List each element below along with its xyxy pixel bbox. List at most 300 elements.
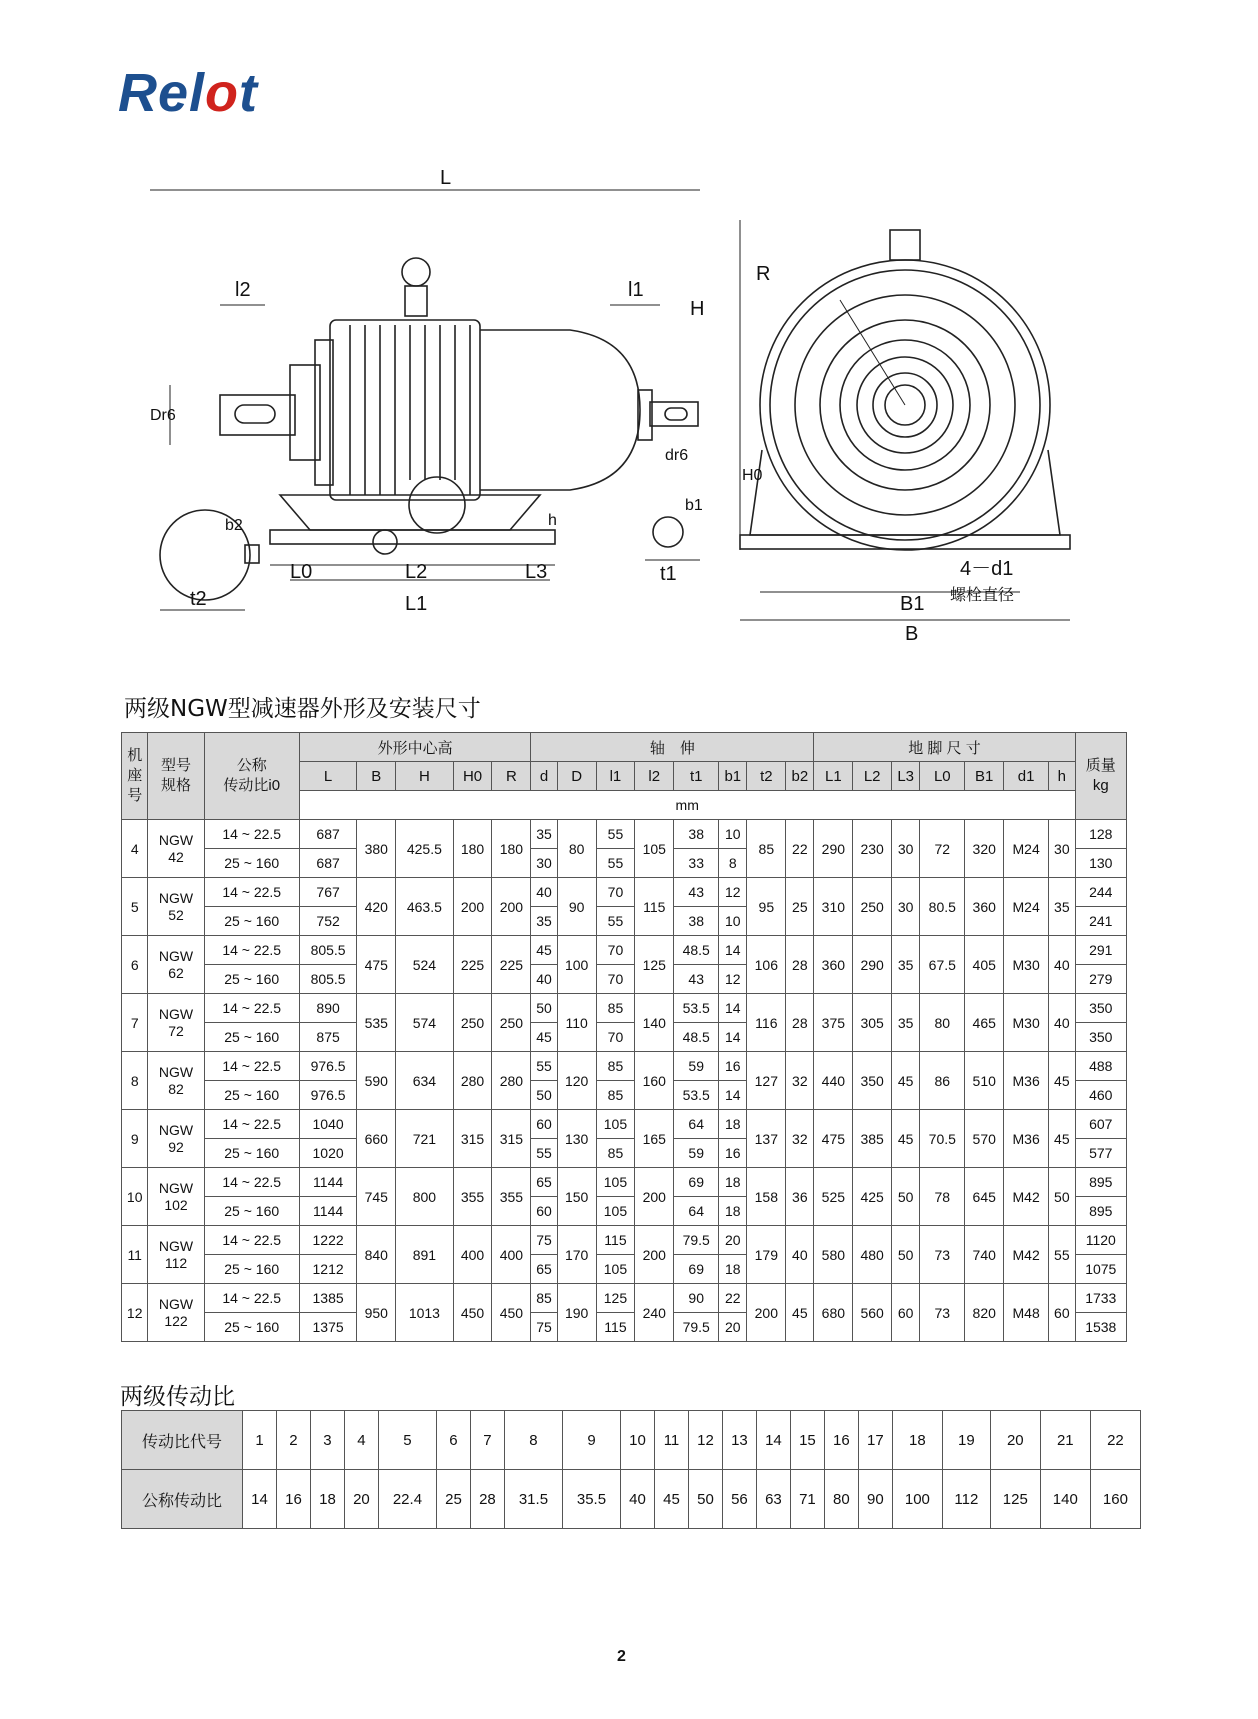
val-L: 805.5	[299, 936, 356, 965]
table-row	[122, 994, 1127, 1023]
val-l2: 125	[635, 936, 674, 994]
header-col: l1	[596, 762, 635, 791]
val-d: 55	[531, 1052, 557, 1081]
val-d: 60	[531, 1110, 557, 1139]
ratio-range: 25 ~ 160	[204, 907, 299, 936]
val-B: 660	[357, 1110, 396, 1168]
ratio-range: 25 ~ 160	[204, 1255, 299, 1284]
val-kg: 130	[1075, 849, 1126, 878]
val-L3: 30	[892, 878, 920, 936]
dim-l2: l2	[235, 279, 251, 301]
ratio-value: 125	[990, 1470, 1040, 1529]
val-L: 767	[299, 878, 356, 907]
dim-H: H	[690, 298, 705, 320]
val-b2: 28	[786, 936, 814, 994]
val-t1: 79.5	[674, 1313, 719, 1342]
val-L: 687	[299, 849, 356, 878]
model: NGW 82	[148, 1052, 204, 1110]
dim-t2: t2	[190, 588, 207, 610]
val-kg: 577	[1075, 1139, 1126, 1168]
ratio-code: 19	[942, 1411, 990, 1470]
val-L1: 475	[814, 1110, 853, 1168]
dimensions-title: 两级NGW型减速器外形及安装尺寸	[124, 696, 481, 722]
val-L0: 73	[920, 1226, 965, 1284]
val-kg: 241	[1075, 907, 1126, 936]
val-l1: 70	[596, 965, 635, 994]
table-row	[122, 1052, 1127, 1081]
val-L2: 350	[853, 1052, 892, 1110]
header-group-foot: 地 脚 尺 寸	[814, 733, 1075, 762]
val-t1: 59	[674, 1139, 719, 1168]
val-B: 535	[357, 994, 396, 1052]
val-L: 1040	[299, 1110, 356, 1139]
val-b2: 32	[786, 1110, 814, 1168]
val-t1: 59	[674, 1052, 719, 1081]
ratio-code: 13	[722, 1411, 756, 1470]
val-D: 130	[557, 1110, 596, 1168]
val-d: 45	[531, 936, 557, 965]
ratio-value: 35.5	[562, 1470, 620, 1529]
val-t2: 158	[747, 1168, 786, 1226]
val-d1: M24	[1004, 878, 1049, 936]
val-R: 200	[492, 878, 531, 936]
val-L3: 45	[892, 1110, 920, 1168]
frame-no: 11	[122, 1226, 148, 1284]
header-col: R	[492, 762, 531, 791]
val-H0: 400	[453, 1226, 492, 1284]
dim-L1: L1	[405, 593, 428, 615]
val-t2: 85	[747, 820, 786, 878]
header-group-outline: 外形中心高	[299, 733, 530, 762]
ratio-title: 两级传动比	[120, 1384, 235, 1410]
header-col: H	[396, 762, 453, 791]
val-L2: 385	[853, 1110, 892, 1168]
ratio-value: 63	[756, 1470, 790, 1529]
table-row	[122, 1226, 1127, 1255]
val-kg: 279	[1075, 965, 1126, 994]
val-l2: 140	[635, 994, 674, 1052]
ratio-value-label: 公称传动比	[122, 1470, 243, 1529]
ratio-value: 22.4	[378, 1470, 436, 1529]
val-kg: 1538	[1075, 1313, 1126, 1342]
val-D: 110	[557, 994, 596, 1052]
ratio-value: 90	[858, 1470, 892, 1529]
val-b1: 12	[719, 878, 747, 907]
val-L: 976.5	[299, 1052, 356, 1081]
val-b2: 32	[786, 1052, 814, 1110]
val-L0: 80.5	[920, 878, 965, 936]
val-b1: 18	[719, 1110, 747, 1139]
ratio-value-row	[122, 1470, 1141, 1529]
val-kg: 350	[1075, 994, 1126, 1023]
val-t1: 53.5	[674, 994, 719, 1023]
val-kg: 895	[1075, 1168, 1126, 1197]
model: NGW 42	[148, 820, 204, 878]
header-col: L0	[920, 762, 965, 791]
val-H: 524	[396, 936, 453, 994]
val-d1: M30	[1004, 994, 1049, 1052]
val-h: 30	[1049, 820, 1075, 878]
val-l2: 105	[635, 820, 674, 878]
val-b1: 18	[719, 1197, 747, 1226]
val-b1: 10	[719, 907, 747, 936]
ratio-value: 45	[654, 1470, 688, 1529]
val-L2: 230	[853, 820, 892, 878]
ratio-range: 25 ~ 160	[204, 1081, 299, 1110]
ratio-value: 40	[621, 1470, 655, 1529]
ratio-range: 25 ~ 160	[204, 1313, 299, 1342]
val-t1: 38	[674, 907, 719, 936]
val-l1: 115	[596, 1226, 635, 1255]
ratio-value: 160	[1090, 1470, 1140, 1529]
val-L3: 50	[892, 1226, 920, 1284]
val-t1: 64	[674, 1110, 719, 1139]
val-L: 875	[299, 1023, 356, 1052]
val-t1: 64	[674, 1197, 719, 1226]
val-L: 1222	[299, 1226, 356, 1255]
val-b1: 14	[719, 1023, 747, 1052]
ratio-code: 8	[504, 1411, 562, 1470]
val-t2: 200	[747, 1284, 786, 1342]
val-R: 180	[492, 820, 531, 878]
ratio-range: 14 ~ 22.5	[204, 878, 299, 907]
val-d1: M24	[1004, 820, 1049, 878]
frame-no: 7	[122, 994, 148, 1052]
val-L0: 73	[920, 1284, 965, 1342]
ratio-code: 15	[790, 1411, 824, 1470]
frame-no: 12	[122, 1284, 148, 1342]
ratio-code: 14	[756, 1411, 790, 1470]
header-col: B	[357, 762, 396, 791]
val-L3: 45	[892, 1052, 920, 1110]
val-kg: 1120	[1075, 1226, 1126, 1255]
header-ratio: 公称 传动比i0	[204, 733, 299, 820]
val-L2: 290	[853, 936, 892, 994]
val-l1: 85	[596, 1052, 635, 1081]
val-D: 150	[557, 1168, 596, 1226]
val-t1: 69	[674, 1255, 719, 1284]
header-col: L2	[853, 762, 892, 791]
val-H0: 315	[453, 1110, 492, 1168]
val-d: 35	[531, 820, 557, 849]
header-no: 机 座 号	[122, 733, 148, 820]
val-L0: 80	[920, 994, 965, 1052]
val-l1: 85	[596, 1139, 635, 1168]
val-D: 190	[557, 1284, 596, 1342]
val-B: 950	[357, 1284, 396, 1342]
val-l1: 85	[596, 994, 635, 1023]
header-col: d	[531, 762, 557, 791]
val-b1: 14	[719, 1081, 747, 1110]
dim-B: B	[905, 623, 919, 645]
val-R: 355	[492, 1168, 531, 1226]
val-B1: 570	[965, 1110, 1004, 1168]
header-col: h	[1049, 762, 1075, 791]
dim-L2: L2	[405, 561, 428, 583]
val-d1: M36	[1004, 1052, 1049, 1110]
val-B1: 740	[965, 1226, 1004, 1284]
val-B: 420	[357, 878, 396, 936]
val-d: 50	[531, 1081, 557, 1110]
val-b1: 14	[719, 994, 747, 1023]
val-L0: 72	[920, 820, 965, 878]
val-kg: 244	[1075, 878, 1126, 907]
frame-no: 9	[122, 1110, 148, 1168]
page-number: 2	[617, 1648, 626, 1665]
ratio-value: 20	[344, 1470, 378, 1529]
val-D: 170	[557, 1226, 596, 1284]
val-d: 65	[531, 1255, 557, 1284]
ratio-value: 50	[688, 1470, 722, 1529]
header-col: L1	[814, 762, 853, 791]
ratio-code: 10	[621, 1411, 655, 1470]
val-H: 721	[396, 1110, 453, 1168]
val-R: 400	[492, 1226, 531, 1284]
val-d: 40	[531, 878, 557, 907]
val-h: 40	[1049, 936, 1075, 994]
val-b1: 8	[719, 849, 747, 878]
dim-L: L	[440, 167, 452, 189]
val-L1: 680	[814, 1284, 853, 1342]
val-l2: 165	[635, 1110, 674, 1168]
val-d: 85	[531, 1284, 557, 1313]
ratio-value: 56	[722, 1470, 756, 1529]
val-l1: 70	[596, 878, 635, 907]
val-L1: 580	[814, 1226, 853, 1284]
val-L1: 375	[814, 994, 853, 1052]
val-b1: 18	[719, 1255, 747, 1284]
val-b2: 22	[786, 820, 814, 878]
ratio-range: 14 ~ 22.5	[204, 820, 299, 849]
ratio-code: 16	[824, 1411, 858, 1470]
ratio-range: 14 ~ 22.5	[204, 1110, 299, 1139]
val-kg: 1733	[1075, 1284, 1126, 1313]
val-h: 60	[1049, 1284, 1075, 1342]
header-col: D	[557, 762, 596, 791]
val-l2: 160	[635, 1052, 674, 1110]
ratio-range: 14 ~ 22.5	[204, 1284, 299, 1313]
val-kg: 895	[1075, 1197, 1126, 1226]
val-B1: 645	[965, 1168, 1004, 1226]
val-L1: 310	[814, 878, 853, 936]
val-l1: 55	[596, 820, 635, 849]
val-l1: 55	[596, 849, 635, 878]
val-L3: 35	[892, 936, 920, 994]
dimensions-table	[121, 732, 1127, 1342]
dim-b2: b2	[225, 517, 243, 534]
val-d1: M36	[1004, 1110, 1049, 1168]
val-t2: 127	[747, 1052, 786, 1110]
val-L: 1212	[299, 1255, 356, 1284]
val-kg: 460	[1075, 1081, 1126, 1110]
val-D: 100	[557, 936, 596, 994]
val-B: 590	[357, 1052, 396, 1110]
val-H0: 250	[453, 994, 492, 1052]
val-L1: 440	[814, 1052, 853, 1110]
table-row	[122, 1284, 1127, 1313]
ratio-code: 3	[310, 1411, 344, 1470]
val-B: 840	[357, 1226, 396, 1284]
header-unit: mm	[299, 791, 1075, 820]
val-b1: 10	[719, 820, 747, 849]
ratio-value: 31.5	[504, 1470, 562, 1529]
val-L2: 305	[853, 994, 892, 1052]
model: NGW 112	[148, 1226, 204, 1284]
ratio-value: 18	[310, 1470, 344, 1529]
val-b1: 16	[719, 1139, 747, 1168]
val-t1: 79.5	[674, 1226, 719, 1255]
header-col: B1	[965, 762, 1004, 791]
val-h: 55	[1049, 1226, 1075, 1284]
val-l1: 55	[596, 907, 635, 936]
val-t1: 43	[674, 878, 719, 907]
val-B1: 510	[965, 1052, 1004, 1110]
val-d1: M42	[1004, 1226, 1049, 1284]
val-b1: 20	[719, 1313, 747, 1342]
dim-t1: t1	[660, 563, 677, 585]
table-row	[122, 936, 1127, 965]
ratio-code: 22	[1090, 1411, 1140, 1470]
model: NGW 72	[148, 994, 204, 1052]
dim-H0: H0	[742, 467, 763, 484]
val-d: 60	[531, 1197, 557, 1226]
dim-R: R	[756, 263, 771, 285]
technical-drawing	[150, 167, 1070, 680]
table-row	[122, 1110, 1127, 1139]
val-R: 280	[492, 1052, 531, 1110]
val-L: 752	[299, 907, 356, 936]
val-kg: 1075	[1075, 1255, 1126, 1284]
header-col: H0	[453, 762, 492, 791]
val-l1: 105	[596, 1168, 635, 1197]
val-H0: 200	[453, 878, 492, 936]
ratio-value: 140	[1040, 1470, 1090, 1529]
val-b2: 28	[786, 994, 814, 1052]
bolt-label: 螺栓直径	[950, 587, 1015, 604]
header-model: 型号 规格	[148, 733, 204, 820]
val-H: 800	[396, 1168, 453, 1226]
val-D: 80	[557, 820, 596, 878]
val-L: 1385	[299, 1284, 356, 1313]
val-H: 634	[396, 1052, 453, 1110]
val-t2: 116	[747, 994, 786, 1052]
val-H0: 225	[453, 936, 492, 994]
val-b2: 45	[786, 1284, 814, 1342]
val-H: 891	[396, 1226, 453, 1284]
header-col: b2	[786, 762, 814, 791]
val-L0: 70.5	[920, 1110, 965, 1168]
val-d1: M42	[1004, 1168, 1049, 1226]
header-row	[122, 733, 1127, 762]
val-t2: 137	[747, 1110, 786, 1168]
val-L1: 360	[814, 936, 853, 994]
table-row	[122, 820, 1127, 849]
val-H: 1013	[396, 1284, 453, 1342]
val-L: 1020	[299, 1139, 356, 1168]
ratio-table	[121, 1410, 1141, 1529]
val-L3: 30	[892, 820, 920, 878]
val-l1: 70	[596, 1023, 635, 1052]
val-b1: 18	[719, 1168, 747, 1197]
ratio-value: 28	[470, 1470, 504, 1529]
model: NGW 62	[148, 936, 204, 994]
ratio-range: 25 ~ 160	[204, 1139, 299, 1168]
ratio-code: 18	[892, 1411, 942, 1470]
ratio-code-row	[122, 1411, 1141, 1470]
ratio-range: 14 ~ 22.5	[204, 994, 299, 1023]
val-H: 463.5	[396, 878, 453, 936]
val-t2: 106	[747, 936, 786, 994]
header-col: t1	[674, 762, 719, 791]
ratio-code: 7	[470, 1411, 504, 1470]
model: NGW 122	[148, 1284, 204, 1342]
val-t1: 90	[674, 1284, 719, 1313]
header-col: l2	[635, 762, 674, 791]
ratio-range: 14 ~ 22.5	[204, 1226, 299, 1255]
header-col: b1	[719, 762, 747, 791]
val-l1: 125	[596, 1284, 635, 1313]
val-d1: M30	[1004, 936, 1049, 994]
val-L2: 250	[853, 878, 892, 936]
table-row	[122, 878, 1127, 907]
val-d: 45	[531, 1023, 557, 1052]
val-h: 45	[1049, 1052, 1075, 1110]
val-L3: 50	[892, 1168, 920, 1226]
val-d: 30	[531, 849, 557, 878]
val-b1: 14	[719, 936, 747, 965]
table-row	[122, 1168, 1127, 1197]
dim-h: h	[548, 512, 557, 529]
val-h: 50	[1049, 1168, 1075, 1226]
dim-b1: b1	[685, 497, 703, 514]
val-b1: 12	[719, 965, 747, 994]
val-l2: 200	[635, 1226, 674, 1284]
val-kg: 350	[1075, 1023, 1126, 1052]
ratio-code: 9	[562, 1411, 620, 1470]
val-L: 805.5	[299, 965, 356, 994]
frame-no: 10	[122, 1168, 148, 1226]
val-D: 120	[557, 1052, 596, 1110]
brand-logo: Relot	[118, 63, 259, 123]
ratio-code: 5	[378, 1411, 436, 1470]
val-kg: 291	[1075, 936, 1126, 965]
val-h: 45	[1049, 1110, 1075, 1168]
val-L: 1144	[299, 1197, 356, 1226]
val-l1: 85	[596, 1081, 635, 1110]
val-L0: 86	[920, 1052, 965, 1110]
val-B1: 360	[965, 878, 1004, 936]
ratio-code: 2	[276, 1411, 310, 1470]
dim-dr6: dr6	[665, 447, 689, 464]
frame-no: 8	[122, 1052, 148, 1110]
ratio-code: 20	[990, 1411, 1040, 1470]
val-l1: 105	[596, 1197, 635, 1226]
val-b2: 40	[786, 1226, 814, 1284]
val-t1: 69	[674, 1168, 719, 1197]
header-group-shaft: 轴 伸	[531, 733, 814, 762]
val-l1: 70	[596, 936, 635, 965]
val-R: 450	[492, 1284, 531, 1342]
ratio-range: 14 ~ 22.5	[204, 936, 299, 965]
val-B1: 320	[965, 820, 1004, 878]
ratio-code-label: 传动比代号	[122, 1411, 243, 1470]
dim-l1: l1	[628, 279, 644, 301]
val-H: 425.5	[396, 820, 453, 878]
val-kg: 607	[1075, 1110, 1126, 1139]
val-t1: 48.5	[674, 1023, 719, 1052]
val-B1: 465	[965, 994, 1004, 1052]
val-d: 40	[531, 965, 557, 994]
